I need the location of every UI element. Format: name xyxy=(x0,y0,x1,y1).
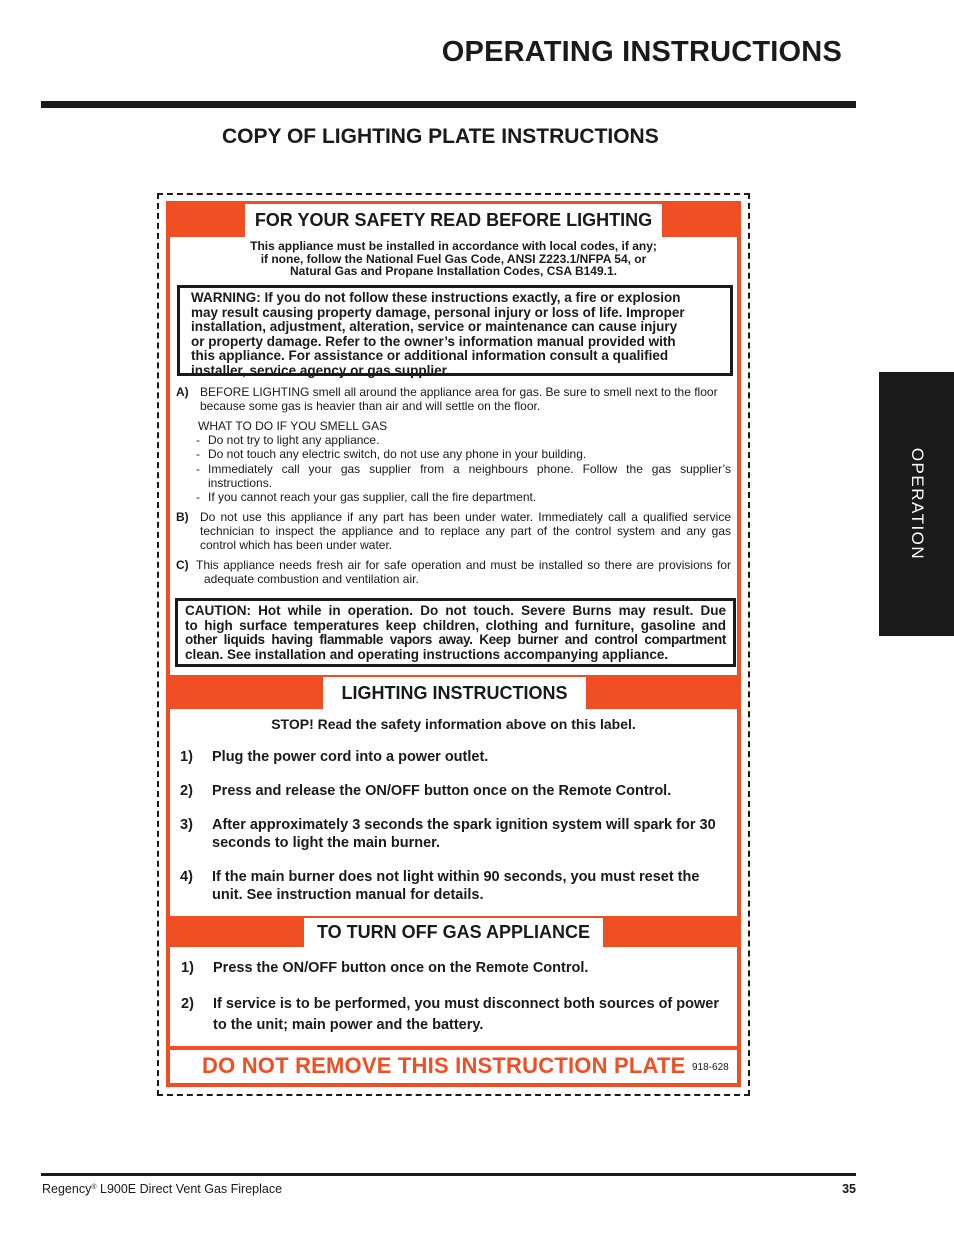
caution-line: CAUTION: Hot while in operation. Do not touch. Severe Burns may result. Due xyxy=(185,603,726,618)
item-a-line: because some gas is heavier than air and will settle on the floor. xyxy=(200,399,541,413)
item-c-label: C) xyxy=(176,558,189,572)
item-a-label: A) xyxy=(176,385,189,399)
dash-bullet: - xyxy=(196,433,200,447)
step-text: seconds to light the main burner. xyxy=(212,834,440,851)
section-title: COPY OF LIGHTING PLATE INSTRUCTIONS xyxy=(222,125,659,148)
step-number: 3) xyxy=(180,817,193,833)
smell-gas-item-text: instructions. xyxy=(208,476,273,490)
page-number: 35 xyxy=(842,1182,856,1196)
smell-gas-item xyxy=(196,433,731,447)
step-text: If the main burner does not light within 90 seconds, you must reset the xyxy=(212,869,700,885)
caution-box xyxy=(175,598,736,667)
install-notice-line: if none, follow the National Fuel Gas Code, ANSI Z223.1/NFPA 54, or xyxy=(260,251,647,266)
smell-gas-heading: WHAT TO DO IF YOU SMELL GAS xyxy=(198,419,388,433)
step-text: Press and release the ON/OFF button once on the Remote Control. xyxy=(212,783,672,799)
warning-line: WARNING: If you do not follow these instructions exactly, a fire or explosion xyxy=(191,290,681,305)
item-a-line: BEFORE LIGHTING smell all around the appliance area for gas. Be sure to smell next to the floor xyxy=(200,385,718,399)
top-rule xyxy=(41,101,856,108)
item-b-line: Do not use this appliance if any part has been under water. Immediately call a qualified service xyxy=(200,510,731,524)
install-notice-line: This appliance must be installed in accordance with local codes, if any; xyxy=(250,239,657,253)
install-notice-line: Natural Gas and Propane Installation Codes, CSA B149.1. xyxy=(290,264,617,278)
smell-gas-item xyxy=(196,447,731,461)
part-number: 918-628 xyxy=(692,1062,729,1073)
item-c xyxy=(176,558,731,588)
step-text: to the unit; main power and the battery. xyxy=(213,1017,484,1033)
item-b-line: control which has been under water. xyxy=(200,538,393,552)
item-c-line: adequate combustion and ventilation air. xyxy=(204,572,419,586)
dash-bullet: - xyxy=(196,490,200,504)
do-not-remove-notice: DO NOT REMOVE THIS INSTRUCTION PLATE xyxy=(202,1053,686,1078)
step-number: 2) xyxy=(181,996,194,1012)
footer-product-name: L900E Direct Vent Gas Fireplace xyxy=(96,1182,283,1196)
step-number: 1) xyxy=(180,749,193,765)
lighting-heading: LIGHTING INSTRUCTIONS xyxy=(323,677,586,709)
item-b-label: B) xyxy=(176,510,189,524)
step-text: Press the ON/OFF button once on the Remote Control. xyxy=(213,960,589,976)
page-title: OPERATING INSTRUCTIONS xyxy=(441,36,842,68)
warning-line: installation, adjustment, alteration, service or maintenance can cause injury xyxy=(191,319,678,334)
side-tab-operation xyxy=(879,372,954,636)
smell-gas-item-text: Do not try to light any appliance. xyxy=(208,433,380,447)
bottom-panel xyxy=(170,1050,737,1083)
smell-gas-item xyxy=(196,490,731,504)
step-number: 1) xyxy=(181,960,194,976)
smell-gas-item-text: Do not touch any electric switch, do not use any phone in your building. xyxy=(208,447,587,461)
smell-gas-item-text: Immediately call your gas supplier from a neighbours phone. Follow the gas supplier’s xyxy=(208,462,731,476)
step-text: Plug the power cord into a power outlet. xyxy=(212,749,489,765)
item-b-line: technician to inspect the appliance and to replace any part of the control system and any gas xyxy=(200,524,731,538)
warning-line: or property damage. Refer to the owner’s information manual provided with xyxy=(191,333,676,349)
caution-line: other liquids having flammable vapors away. Keep burner and control compartment xyxy=(185,632,726,647)
dash-bullet: - xyxy=(196,462,200,476)
warning-line: may result causing property damage, personal injury or loss of life. Improper xyxy=(191,304,685,320)
item-c-line: This appliance needs fresh air for safe operation and must be installed so there are provisions for xyxy=(196,558,731,572)
lighting-plate xyxy=(166,201,741,1087)
step-number: 4) xyxy=(180,869,193,885)
step-number: 2) xyxy=(180,783,193,799)
smell-gas-item xyxy=(196,462,731,490)
footer-brand: Regency xyxy=(42,1182,92,1196)
warning-box xyxy=(177,285,733,376)
item-b xyxy=(176,510,731,554)
safety-heading: FOR YOUR SAFETY READ BEFORE LIGHTING xyxy=(245,204,662,237)
item-a xyxy=(176,385,731,415)
side-tab-label: OPERATION xyxy=(907,447,927,561)
registered-mark: ® xyxy=(91,1184,97,1191)
warning-line: installer, service agency or gas supplier. xyxy=(191,362,450,378)
safety-panel xyxy=(170,237,737,675)
bottom-rule xyxy=(41,1173,856,1176)
smell-gas-item-text: If you cannot reach your gas supplier, call the fire department. xyxy=(208,490,537,504)
caution-line: clean. See installation and operating instructions accompanying appliance. xyxy=(185,646,669,662)
stop-notice: STOP! Read the safety information above on this label. xyxy=(271,716,636,732)
dash-bullet: - xyxy=(196,447,200,461)
step-text: If service is to be performed, you must disconnect both sources of power xyxy=(213,996,719,1012)
turn-off-panel xyxy=(170,947,737,1046)
step-text: After approximately 3 seconds the spark ignition system will spark for 30 xyxy=(212,817,716,833)
lighting-panel xyxy=(170,709,737,916)
footer-product xyxy=(42,1182,282,1196)
step-text: unit. See instruction manual for details. xyxy=(212,886,484,903)
caution-line: to high surface temperatures keep children, clothing and furniture, gasoline and xyxy=(185,617,726,633)
warning-line: this appliance. For assistance or additional information consult a qualified xyxy=(191,348,669,363)
turn-off-heading: TO TURN OFF GAS APPLIANCE xyxy=(304,918,603,947)
